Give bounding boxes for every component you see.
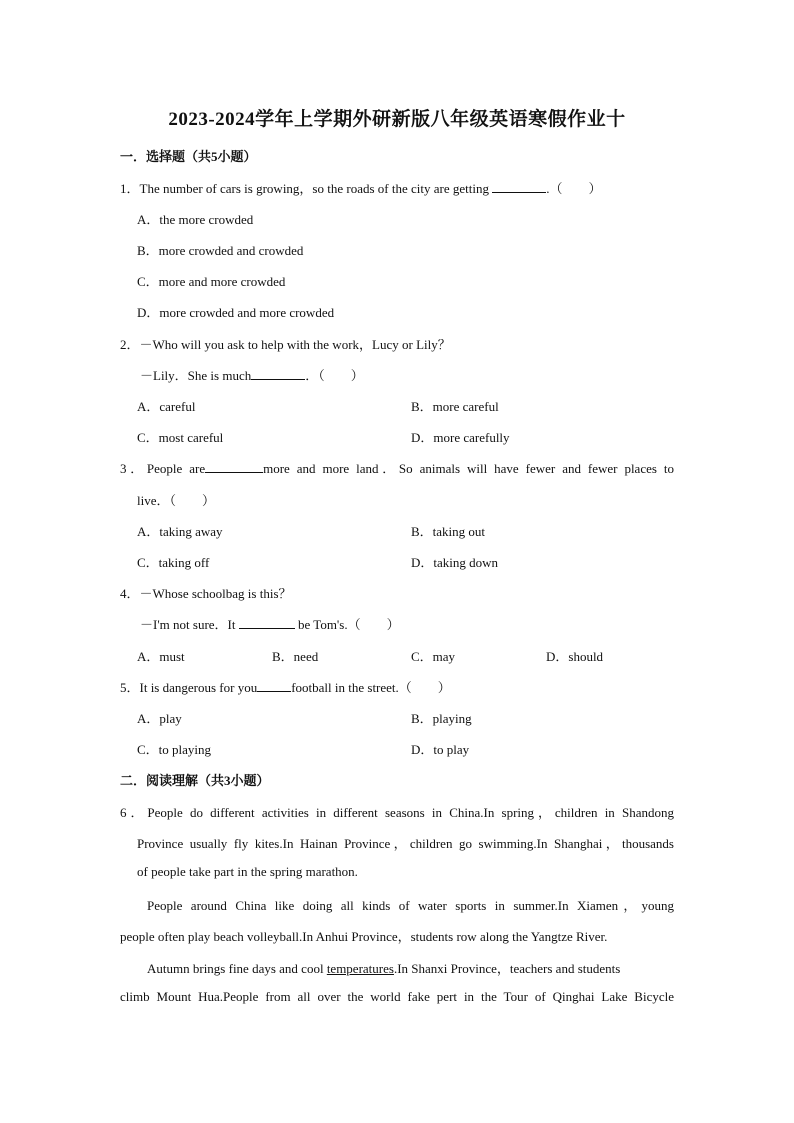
passage-text: .In Shanxi Province，teachers and students — [393, 961, 621, 976]
q4-option-a: A．must — [137, 649, 185, 664]
q5-option-c: C．to playing — [137, 742, 212, 757]
answer-blank — [257, 679, 291, 692]
answer-blank — [205, 460, 263, 473]
passage-line — [147, 958, 620, 977]
q1-option-c: C．more and more crowded — [137, 274, 286, 289]
passage-line: 6．People do different activities in different seasons in China.In spring，children in Shandong — [120, 805, 674, 820]
question-4-paren: be Tom's.（ ） — [294, 617, 400, 632]
passage-line: of people take part in the spring marathon. — [137, 864, 358, 879]
question-1-paren: .（ ） — [546, 181, 602, 196]
q5-option-b: B．playing — [411, 711, 472, 726]
q2-option-d: D．more carefully — [411, 430, 510, 445]
q1-option-d: D．more crowded and more crowded — [137, 305, 335, 320]
q5-option-d: D．to play — [411, 742, 470, 757]
q3-option-d: D．taking down — [411, 555, 499, 570]
section-heading-reading: 二．阅读理解（共3小题） — [120, 773, 270, 788]
question-2-reply — [140, 365, 364, 384]
underlined-word: temperatures — [326, 961, 394, 976]
question-4-reply-text: －I'm not sure．It — [140, 617, 239, 632]
q3-option-b: B．taking out — [411, 524, 486, 539]
question-2-paren: ．（ ） — [305, 368, 364, 383]
question-3-stem — [120, 458, 674, 477]
q5-option-a: A．play — [137, 711, 182, 726]
q1-option-a: A．the more crowded — [137, 212, 254, 227]
q3-option-a: A．taking away — [137, 524, 223, 539]
question-5 — [120, 677, 451, 696]
q1-option-b: B．more crowded and crowded — [137, 243, 304, 258]
passage-text: Autumn brings fine days and cool — [147, 961, 327, 976]
passage-line: Province usually fly kites.In Hainan Province，children go swimming.In Shanghai，thousands — [137, 836, 674, 851]
question-5-stem-a: 5．It is dangerous for you — [120, 680, 258, 695]
passage-line: climb Mount Hua.People from all over the world fake pert in the Tour of Qinghai Lake Bicycle — [120, 989, 674, 1004]
question-3-stem-b: more and more land．So animals will have fewer and fewer places to — [263, 461, 674, 476]
question-2-reply-text: －Lily．She is much — [140, 368, 252, 383]
q2-option-a: A．careful — [137, 399, 196, 414]
question-3-stem-a: 3．People are — [120, 461, 206, 476]
question-2-stem: 2．－Who will you ask to help with the work，Lucy or Lily？ — [120, 337, 451, 352]
question-3-line2: live．（ ） — [137, 493, 215, 508]
question-1-stem: 1．The number of cars is growing，so the roads of the city are getting — [120, 181, 493, 196]
q3-option-c: C．taking off — [137, 555, 210, 570]
section-heading-choice: 一．选择题（共5小题） — [120, 149, 257, 164]
passage-line: people often play beach volleyball.In Anhui Province，students row along the Yangtze River. — [120, 929, 608, 944]
q4-option-c: C．may — [411, 649, 456, 664]
answer-blank — [239, 616, 295, 629]
page-title: 2023-2024学年上学期外研新版八年级英语寒假作业十 — [168, 109, 626, 130]
question-1 — [120, 178, 601, 197]
q2-option-b: B．more careful — [411, 399, 499, 414]
answer-blank — [251, 367, 305, 380]
answer-blank — [492, 180, 546, 193]
question-4-stem: 4．－Whose schoolbag is this？ — [120, 586, 292, 601]
q2-option-c: C．most careful — [137, 430, 224, 445]
q4-option-d: D．should — [546, 649, 604, 664]
question-5-stem-b: football in the street.（ ） — [291, 680, 451, 695]
q4-option-b: B．need — [272, 649, 319, 664]
passage-line: People around China like doing all kinds of water sports in summer.In Xiamen，young — [147, 898, 674, 913]
question-4-reply — [140, 614, 400, 633]
